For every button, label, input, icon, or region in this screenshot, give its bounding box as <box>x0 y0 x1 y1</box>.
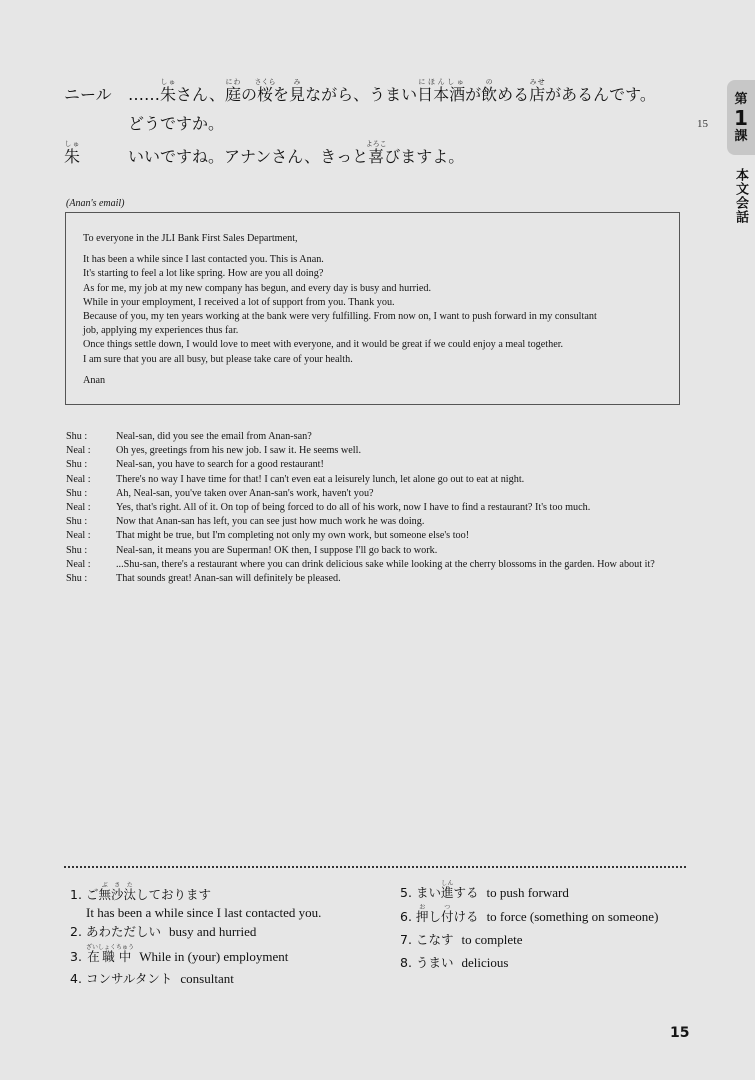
dialogue-row <box>66 458 688 472</box>
dialogue-text: Yes, that's right. All of it. On top of being forced to do all of his work, now I have to find a restaurant? It's too much. <box>116 502 591 514</box>
vocab-gloss: delicious <box>461 955 509 970</box>
vocab-gloss: consultant <box>180 971 234 986</box>
english-dialogue <box>66 430 688 586</box>
dialogue-row <box>66 544 688 558</box>
email-signature: Anan <box>83 374 106 386</box>
dialogue-text: Neal-san, did you see the email from Anan-san? <box>116 431 312 442</box>
email-body <box>83 253 679 367</box>
page-number: 15 <box>670 1025 690 1041</box>
dialogue-row <box>66 487 688 501</box>
vocab-gloss: busy and hurried <box>169 924 257 939</box>
vocab-item-7: 7. こなす to complete <box>400 932 523 947</box>
vocab-item-3: 3. 在職ざいしょく中ちゅうWhile in (your) employment <box>70 944 289 964</box>
dialogue-row <box>66 572 688 586</box>
dotted-divider <box>64 866 686 868</box>
dialogue-row <box>66 558 688 572</box>
dialogue-speaker: Shu : <box>66 573 88 585</box>
email-line: While in your employment, I received a lot of support from you. Thank you. <box>83 296 395 308</box>
dialogue-text: Neal-san, it means you are Superman! OK then, I suppose I'll go back to work. <box>116 544 438 556</box>
dialogue-text: ...Shu-san, there's a restaurant where you can drink delicious sake while looking at the cherry blossoms in the garden. How about it? <box>116 558 655 570</box>
furigana-word: 見み <box>289 78 306 104</box>
jp-dialog-line-3: 朱しゅいいですね。アナンさん、きっと喜よろこびますよ。 <box>64 140 465 166</box>
dialogue-speaker: Shu : <box>66 459 88 471</box>
section-label: 本文会話 <box>733 168 748 224</box>
dialogue-row <box>66 515 688 529</box>
furigana-word: 店みせ <box>529 78 546 104</box>
dialogue-text: Neal-san, you have to search for a good restaurant! <box>116 459 324 471</box>
email-line: As for me, my job at my new company has begun, and every day is busy and hurried. <box>83 282 431 294</box>
dialogue-speaker: Neal : <box>66 502 91 514</box>
furigana-word: 日本酒にほんしゅ <box>417 78 466 104</box>
dialogue-row <box>66 444 688 458</box>
furigana-word: 喜よろこ <box>365 140 387 166</box>
dialogue-text: That might be true, but I'm completing not only my own work, but someone else's too! <box>116 530 470 542</box>
dialogue-speaker: Shu : <box>66 431 88 442</box>
vocab-gloss: While in (your) employment <box>139 949 289 964</box>
vocab-item-2: 2. あわただしい busy and hurried <box>70 924 257 939</box>
jp-dialog-line-2: どうですか。 <box>128 114 225 133</box>
dialogue-text: Ah, Neal-san, you've taken over Anan-san's work, haven't you? <box>116 487 374 499</box>
jp-dialog-line-1: ニール ……朱しゅさん、庭にわの桜さくらを見みながら、うまい日本酒にほんしゅが飲のめる店みせがあるんです。 <box>64 78 656 104</box>
email-line: Once things settle down, I would love to meet with everyone, and it would be great if we could enjoy a meal together. <box>83 339 564 351</box>
dialogue-text: There's no way I have time for that! I can't even eat a leisurely lunch, let alone go out to eat at night. <box>116 473 525 485</box>
email-line: It has been a while since I last contacted you. This is Anan. <box>83 254 324 266</box>
dialogue-row <box>66 430 688 444</box>
vocab-item-8: 8. うまい delicious <box>400 955 509 970</box>
dialogue-row <box>66 473 688 487</box>
dialogue-text: Oh yes, greetings from his new job. I saw it. He seems well. <box>116 445 362 457</box>
dialogue-speaker: Shu : <box>66 487 88 499</box>
lesson-number: 1 <box>734 105 748 130</box>
dialogue-speaker: Neal : <box>66 558 91 570</box>
email-line: job, applying my experiences thus far. <box>83 325 239 337</box>
lesson-tab <box>727 80 755 155</box>
dialogue-speaker: Shu : <box>66 516 88 528</box>
vocab-gloss: It has been a while since I last contacted you. <box>86 905 322 920</box>
email-line: It's starting to feel a lot like spring. How are you all doing? <box>83 268 324 280</box>
vocab-gloss: to push forward <box>486 885 569 900</box>
email-box <box>65 212 680 405</box>
furigana-word: 飲の <box>481 78 498 104</box>
furigana-word: 朱しゅ <box>160 78 177 104</box>
vocab-item-1: 1. ご無沙汰ぶさたしております It has been a while since I last contacted you. <box>70 882 322 920</box>
dialogue-speaker: Neal : <box>66 530 91 542</box>
vocab-gloss: to complete <box>461 932 523 947</box>
lesson-prefix: 第 <box>734 91 748 107</box>
dialogue-speaker: Shu : <box>66 544 88 556</box>
dialogue-speaker: Neal : <box>66 445 91 457</box>
email-line: I am sure that you are all busy, but please take care of your health. <box>83 353 353 365</box>
email-greeting: To everyone in the JLI Bank First Sales Department, <box>83 233 298 244</box>
furigana-word: 庭にわ <box>224 78 241 104</box>
vocab-item-5: 5. まい進しんする to push forward <box>400 880 569 900</box>
dialogue-text: Now that Anan-san has left, you can see just how much work he was doing. <box>116 516 425 528</box>
vocab-item-4: 4. コンサルタント consultant <box>70 971 234 986</box>
lesson-suffix: 課 <box>734 128 748 144</box>
furigana-word: 桜さくら <box>254 78 276 104</box>
dialogue-speaker: Neal : <box>66 473 91 485</box>
vocab-item-6: 6. 押おし付つける to force (something on someone) <box>400 904 659 924</box>
jp-speaker-shu: 朱しゅ <box>64 140 81 166</box>
dialogue-row <box>66 529 688 543</box>
jp-speaker-neal: ニール <box>64 85 112 104</box>
email-line: Because of you, my ten years working at the bank were very fulfilling. From now on, I want to push forward in my consultant <box>83 311 597 323</box>
jp-text: …… <box>128 85 160 104</box>
vocab-gloss: to force (something on someone) <box>486 909 659 924</box>
dialogue-text: That sounds great! Anan-san will definitely be pleased. <box>116 573 341 585</box>
email-caption: (Anan's email) <box>66 198 125 209</box>
dialogue-row <box>66 501 688 515</box>
line-number: 15 <box>697 118 708 130</box>
